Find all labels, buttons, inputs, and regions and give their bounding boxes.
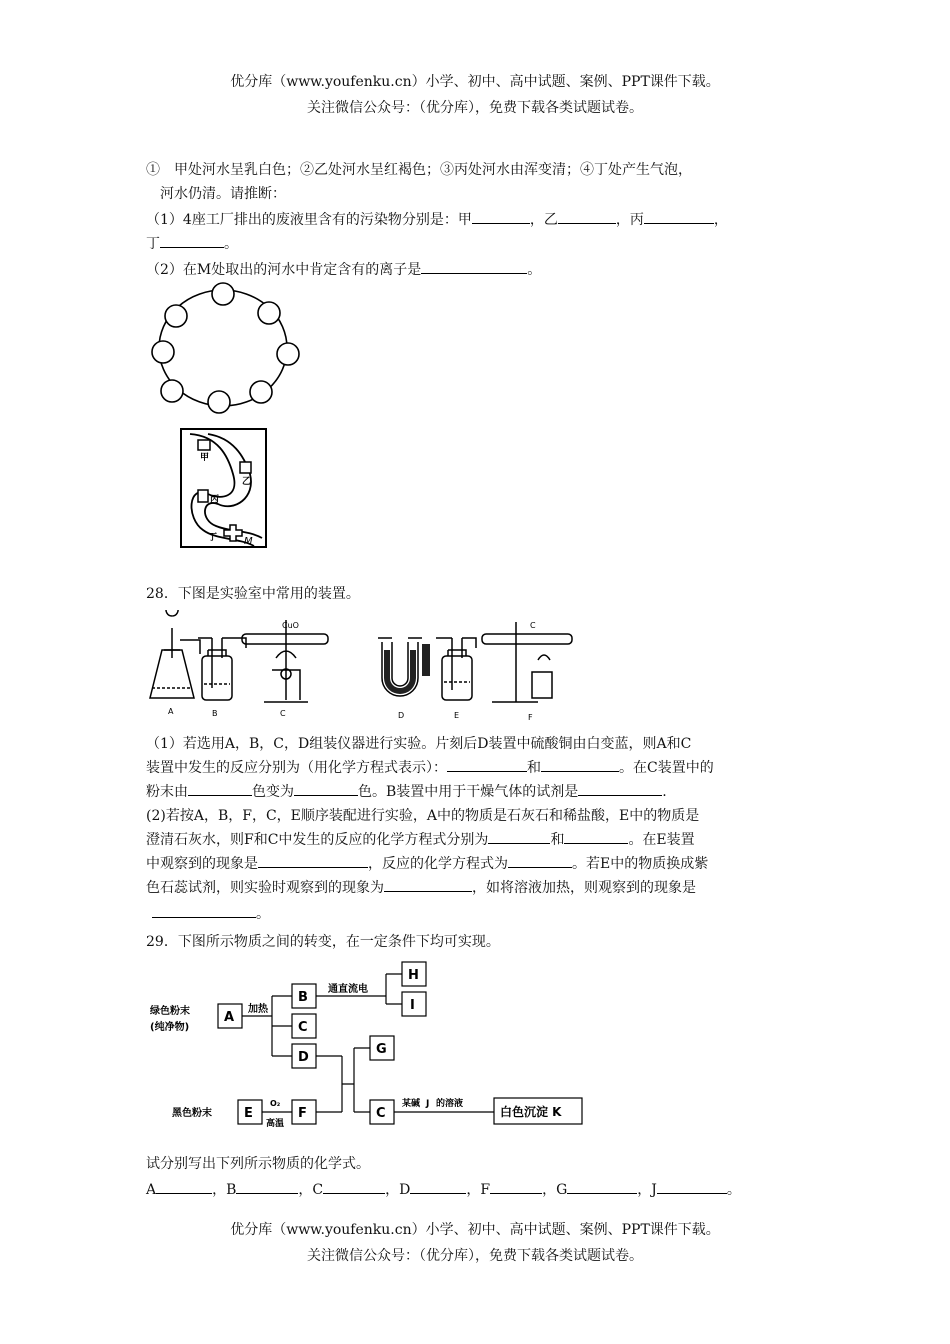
answer-blank[interactable] (657, 1179, 727, 1194)
apparatus-a (150, 610, 200, 698)
answer-blank[interactable] (421, 259, 527, 274)
label-d: D (398, 711, 405, 720)
q27-part2 (146, 258, 806, 282)
answer-blank[interactable] (578, 781, 662, 796)
q28-line-8 (152, 902, 812, 926)
q28-text: . (662, 784, 667, 800)
q28-line-6 (146, 852, 806, 876)
q28-text: 。在E装置 (628, 832, 695, 848)
u-tube-desiccant (384, 650, 416, 694)
q28-line-2 (146, 756, 806, 780)
header-line-1: 优分库（www.youfenku.cn）小学、初中、高中试题、案例、PPT课件下载。 (230, 74, 720, 90)
answer-blank[interactable] (258, 853, 368, 868)
q28-text: ，如将溶液加热，则观察到的现象是 (472, 880, 696, 896)
map-label-m: M (244, 536, 253, 547)
apparatus-e (436, 638, 476, 700)
q29-answer-label: ，G (542, 1182, 568, 1198)
q29-ask: 试分别写出下列所示物质的化学式。 (146, 1156, 370, 1172)
q28-text: 澄清石灰水，则F和C中发生的反应的化学方程式分别为 (146, 832, 489, 848)
q28-text: 中观察到的现象是 (146, 856, 258, 872)
q28-line-1: （1）若选用A，B，C，D组装仪器进行实验。片刻后D装置中硫酸铜由白变蓝，则A和C (146, 736, 692, 752)
ring-node (212, 283, 234, 305)
answer-blank[interactable] (410, 1179, 466, 1194)
heat-label: 加热 (248, 1004, 268, 1015)
label-cuo: CuO (282, 621, 299, 630)
q28-line-3 (146, 780, 806, 804)
o2-label: O₂ (270, 1099, 281, 1108)
factory-ring-figure (148, 282, 308, 416)
q29-answer-label: ，B (212, 1182, 237, 1198)
box-g: G (376, 1042, 387, 1057)
q29-answer-label: A (146, 1182, 157, 1198)
alkali-label: 某碱 (402, 1099, 421, 1109)
ring-node (277, 343, 299, 365)
electrolysis-label: 通直流电 (328, 984, 368, 995)
q27-part1-cont (146, 232, 806, 256)
q27-p1-text: ，丙 (615, 212, 644, 228)
apparatus-c (242, 620, 328, 702)
answer-blank[interactable] (567, 1179, 637, 1194)
box-i: I (410, 998, 415, 1013)
box-c: C (298, 1020, 308, 1035)
answer-blank[interactable] (564, 829, 628, 844)
label-e: E (454, 711, 460, 720)
ring-node (258, 302, 280, 324)
label-f: F (528, 713, 533, 722)
q28-text: 粉末由 (146, 784, 188, 800)
factory-icon (198, 490, 208, 502)
answer-blank[interactable] (508, 853, 572, 868)
answer-blank[interactable] (323, 1179, 385, 1194)
box-c2: C (376, 1106, 386, 1121)
q28-title: 28．下图是实验室中常用的装置。 (146, 586, 360, 602)
answer-blank[interactable] (644, 209, 714, 224)
river-map-figure (178, 426, 270, 550)
answer-blank[interactable] (294, 781, 358, 796)
box-e: E (244, 1106, 253, 1121)
box-d: D (298, 1050, 309, 1065)
answer-blank[interactable] (490, 1179, 542, 1194)
lab-apparatus-figure (146, 610, 596, 722)
q28-text: 和 (550, 832, 565, 848)
q28-line-4: (2)若按A，B，F，C，E顺序装配进行实验，A中的物质是石灰石和稀盐酸，E中的物质是 (146, 808, 700, 824)
label-b: B (212, 709, 218, 718)
factory-icon (240, 462, 251, 473)
q28-text: 色石蕊试剂，则实验时观察到的现象为 (146, 880, 384, 896)
label-a: A (168, 707, 174, 716)
q27-part1 (146, 208, 806, 232)
q27-p1-text: ，乙 (529, 212, 558, 228)
q27-p1-text: ， (713, 212, 728, 228)
label-c-small: C (530, 621, 536, 630)
ring-node (250, 381, 272, 403)
u-tube-filling (422, 644, 430, 676)
q27-p1-text: （1）4座工厂排出的废液里含有的污染物分别是：甲 (146, 212, 472, 228)
q27-p1-text: 。 (224, 236, 238, 252)
q28-text: 色。B装置中用于干燥气体的试剂是 (358, 784, 579, 800)
answer-blank[interactable] (472, 209, 530, 224)
q27-p1-text: 丁 (146, 236, 160, 252)
q27-p2-text: （2）在M处取出的河水中肯定含有的离子是 (146, 262, 422, 278)
answer-blank[interactable] (152, 903, 256, 918)
box-b: B (298, 990, 308, 1005)
label-c: C (280, 709, 286, 718)
q28-text: 。若E中的物质换成紫 (572, 856, 709, 872)
q28-text: 色变为 (252, 784, 294, 800)
alkali-solution-label: 的溶液 (436, 1099, 464, 1109)
q27-p2-text: 。 (527, 262, 542, 278)
conversion-flow-diagram (146, 956, 596, 1132)
apparatus-f (482, 622, 572, 702)
q29-answer-label: ，J (637, 1182, 657, 1198)
white-precipitate-label: 白色沉淀 K (500, 1105, 562, 1119)
alkali-j-label: J (426, 1099, 430, 1109)
answer-blank[interactable] (558, 209, 616, 224)
q29-answer-label: ，F (466, 1182, 491, 1198)
q29-answer-label: ，C (298, 1182, 324, 1198)
map-label-yi: 乙 (242, 477, 252, 487)
black-powder-label: 黑色粉末 (172, 1108, 212, 1119)
pure-substance-label: (纯净物) (150, 1022, 190, 1033)
map-label-bing: 丙 (210, 495, 220, 505)
answer-blank[interactable] (541, 757, 619, 772)
green-powder-label: 绿色粉末 (150, 1006, 190, 1017)
q27-observation-2: 河水仍清。请推断： (160, 186, 286, 202)
answer-blank[interactable] (156, 1179, 212, 1194)
answer-blank[interactable] (447, 757, 527, 772)
q29-answer-label: 。 (726, 1182, 741, 1198)
factory-icon (198, 440, 210, 450)
q28-text: 。 (256, 906, 270, 922)
answer-blank[interactable] (384, 877, 472, 892)
q28-text: 装置中发生的反应分别为（用化学方程式表示）： (146, 760, 447, 776)
ring-node (152, 341, 174, 363)
q29-answer-label: ，D (385, 1182, 411, 1198)
ring-node (165, 305, 187, 327)
apparatus-b (198, 638, 246, 700)
q27-observation-1: ① 甲处河水呈乳白色；②乙处河水呈红褐色；③丙处河水由浑变清；④丁处产生气泡， (146, 162, 692, 178)
answer-blank[interactable] (488, 829, 550, 844)
box-a: A (224, 1010, 235, 1025)
answer-blank[interactable] (160, 233, 224, 248)
high-temp-label: 高温 (266, 1119, 285, 1129)
q29-answers (146, 1178, 806, 1202)
answer-blank[interactable] (188, 781, 252, 796)
footer-line-1: 优分库（www.youfenku.cn）小学、初中、高中试题、案例、PPT课件下载。 (230, 1222, 720, 1238)
box-h: H (408, 968, 419, 983)
q28-text: ，反应的化学方程式为 (368, 856, 508, 872)
q29-title: 29．下图所示物质之间的转变，在一定条件下均可实现。 (146, 934, 500, 950)
answer-blank[interactable] (236, 1179, 298, 1194)
q28-text: 。在C装置中的 (619, 760, 714, 776)
ring-node (208, 391, 230, 413)
header-line-2: 关注微信公众号：（优分库），免费下载各类试题试卷。 (307, 100, 643, 116)
map-label-jia: 甲 (200, 453, 210, 463)
ring-node (161, 380, 183, 402)
box-f: F (298, 1106, 307, 1121)
q28-line-7 (146, 876, 806, 900)
q28-line-5 (146, 828, 806, 852)
map-label-ding: 丁 (208, 533, 218, 543)
q28-text: 和 (527, 760, 541, 776)
footer-line-2: 关注微信公众号：（优分库），免费下载各类试题试卷。 (307, 1248, 643, 1264)
